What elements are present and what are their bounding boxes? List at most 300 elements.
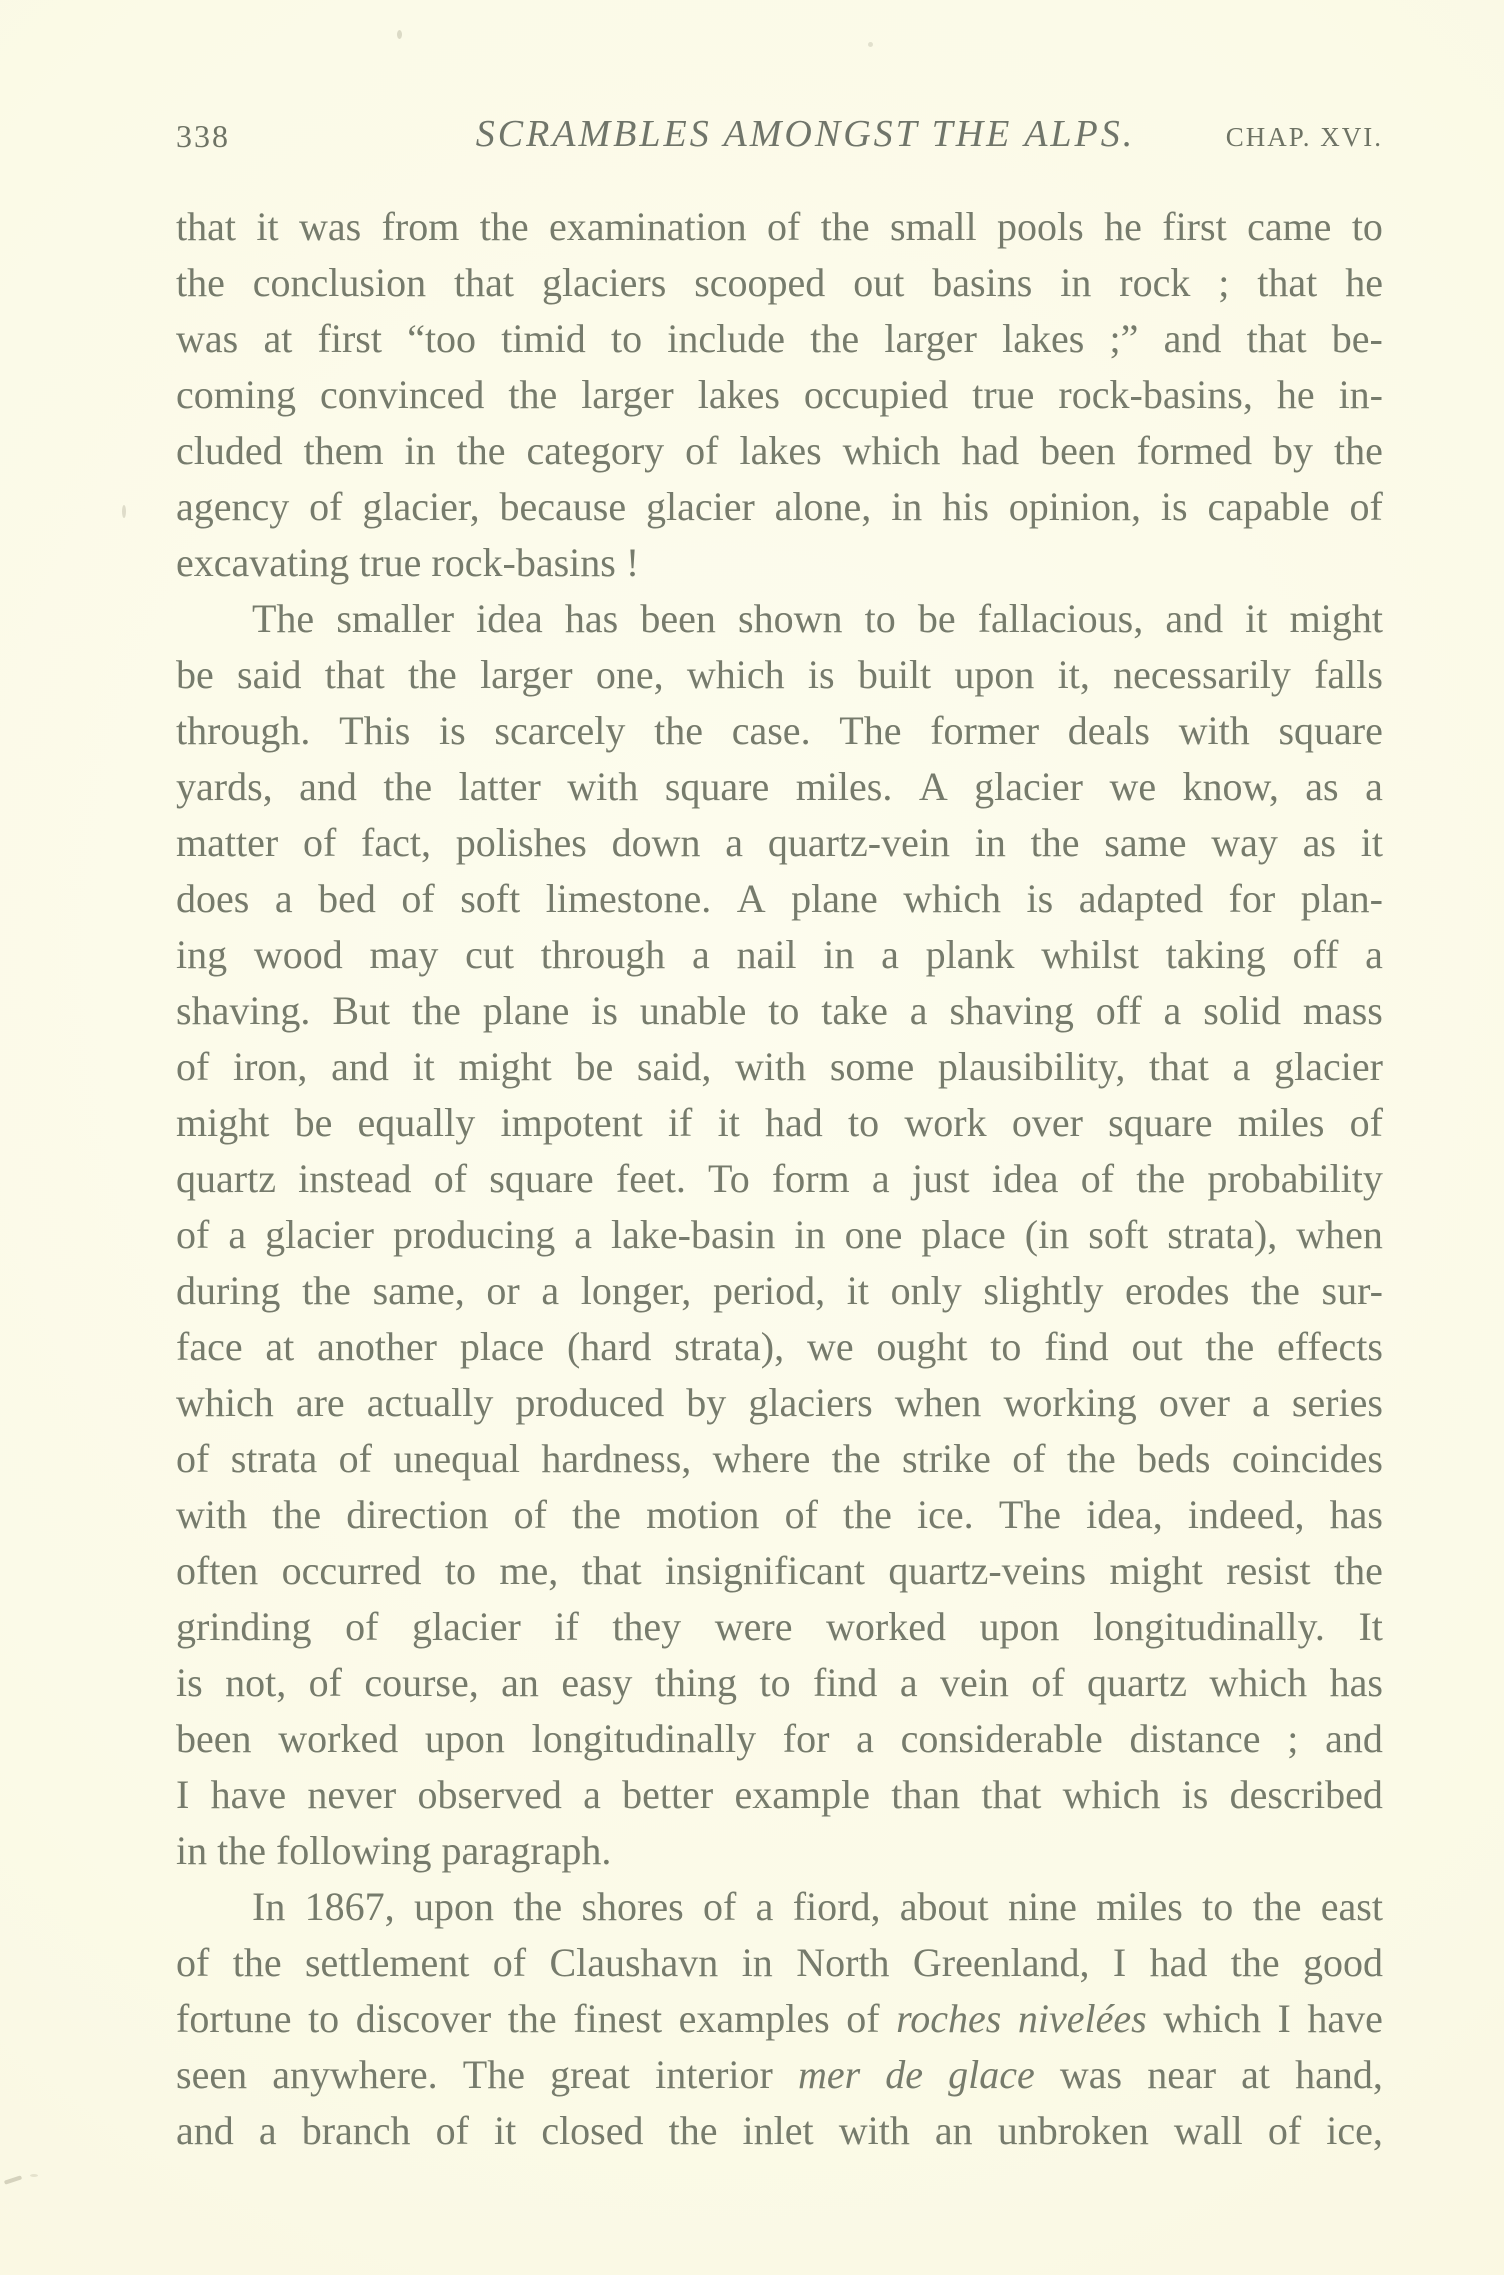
- word: only: [890, 1268, 962, 1313]
- word: east: [1320, 1884, 1383, 1929]
- word: in: [823, 932, 855, 977]
- word: matter: [176, 820, 279, 865]
- word: upon: [424, 1716, 505, 1761]
- text-line: [176, 479, 1383, 535]
- word: was: [176, 316, 239, 361]
- word: glacier: [1274, 1044, 1383, 1089]
- word: in: [404, 428, 436, 473]
- word: to: [610, 316, 643, 361]
- word: where: [712, 1436, 811, 1481]
- text-line: [176, 647, 1383, 703]
- word: often: [176, 1548, 259, 1593]
- text-line: [176, 759, 1383, 815]
- word: because: [499, 484, 627, 529]
- word: This: [339, 708, 411, 753]
- word: worked: [278, 1716, 399, 1761]
- word: to: [990, 1324, 1022, 1369]
- word: that: [324, 652, 385, 697]
- word: taking: [1165, 932, 1266, 977]
- word: with: [176, 1492, 248, 1537]
- word: is: [1160, 484, 1188, 529]
- word: idea: [476, 596, 543, 641]
- text-line: [176, 423, 1383, 479]
- word: which: [1062, 1772, 1161, 1817]
- word: nail: [736, 932, 797, 977]
- word: of: [309, 484, 343, 529]
- word: I: [1112, 1940, 1127, 1985]
- word: are: [295, 1380, 345, 1425]
- word: glaciers: [748, 1380, 873, 1425]
- word: solid: [1203, 988, 1281, 1033]
- word: falls: [1314, 652, 1383, 697]
- word: in: [741, 1940, 773, 1985]
- word: settlement: [304, 1940, 470, 1985]
- word: through: [540, 932, 666, 977]
- word: de: [885, 2052, 924, 2097]
- word: I: [1277, 1996, 1291, 2041]
- word: it: [1360, 820, 1383, 865]
- word: plausibility,: [937, 1044, 1126, 1089]
- word: with: [567, 764, 639, 809]
- word: it,: [1057, 652, 1090, 697]
- word: ;: [1287, 1716, 1299, 1761]
- word: wall: [1173, 2108, 1243, 2153]
- text-line: [176, 1319, 1383, 1375]
- word: is: [176, 1660, 203, 1705]
- word: over: [1158, 1380, 1230, 1425]
- word: square: [664, 764, 770, 809]
- word: the: [1334, 1548, 1383, 1593]
- word: of: [1080, 1156, 1115, 1201]
- word: as: [1305, 764, 1339, 809]
- word: shaving.: [176, 988, 311, 1033]
- word: and: [1163, 316, 1222, 361]
- word: with: [1178, 708, 1250, 753]
- text-line: [176, 367, 1383, 423]
- word: place: [459, 1324, 545, 1369]
- word: for: [1228, 876, 1276, 921]
- word: idea,: [1086, 1492, 1163, 1537]
- word: include: [667, 316, 786, 361]
- word: that: [454, 260, 515, 305]
- word: examination: [548, 204, 747, 249]
- word: been: [640, 596, 716, 641]
- word: may: [369, 932, 439, 977]
- word: plan-: [1300, 876, 1383, 921]
- word: anywhere.: [272, 2052, 438, 2097]
- word: at: [263, 316, 293, 361]
- word: he: [1104, 204, 1142, 249]
- word: miles: [1237, 1100, 1325, 1145]
- word: slightly: [983, 1268, 1104, 1313]
- word: convinced: [319, 372, 485, 417]
- word: category: [526, 428, 665, 473]
- word: actually: [366, 1380, 494, 1425]
- word: opinion,: [1008, 484, 1142, 529]
- word: of: [435, 2108, 469, 2153]
- scan-mark: [30, 2174, 38, 2177]
- word: a: [691, 932, 710, 977]
- word: in: [794, 1212, 826, 1257]
- word: a: [909, 988, 928, 1033]
- word: example: [734, 1772, 870, 1817]
- word: the: [302, 1268, 351, 1313]
- page-number: 338: [176, 118, 230, 154]
- word: that: [1149, 1044, 1209, 1089]
- text-line: [176, 1207, 1383, 1263]
- word: which: [1209, 1660, 1308, 1705]
- word: square: [1278, 708, 1383, 753]
- word: ;: [1218, 260, 1230, 305]
- word: seen: [176, 2052, 248, 2097]
- word: of: [1349, 1100, 1383, 1145]
- word: glaciers: [541, 260, 667, 305]
- word: agency: [176, 484, 290, 529]
- word: quartz: [1087, 1660, 1187, 1705]
- word: the: [1334, 428, 1383, 473]
- word: be: [176, 652, 214, 697]
- text-line: [176, 1039, 1383, 1095]
- word: a: [725, 820, 744, 865]
- word: of: [513, 1492, 547, 1537]
- word: interior: [655, 2052, 773, 2097]
- word: yards,: [176, 764, 273, 809]
- word: about: [899, 1884, 989, 1929]
- word: when: [1296, 1212, 1383, 1257]
- word: near: [1147, 2052, 1217, 2097]
- word: of: [433, 1156, 468, 1201]
- word: ice.: [917, 1492, 974, 1537]
- word: discover: [355, 1996, 492, 2041]
- word: to: [848, 1100, 880, 1145]
- word: coincides: [1231, 1436, 1383, 1481]
- word: by: [1273, 428, 1314, 473]
- word: beds: [1137, 1436, 1211, 1481]
- word: never: [307, 1772, 397, 1817]
- word: through.: [176, 708, 311, 753]
- word: a: [899, 1660, 918, 1705]
- word: to: [768, 988, 800, 1033]
- word: rock-basins,: [1058, 372, 1253, 417]
- word: which: [1163, 1996, 1261, 2041]
- word: strike: [901, 1436, 991, 1481]
- word: capable: [1207, 484, 1330, 529]
- scan-speck: [397, 30, 402, 39]
- word: be: [294, 1100, 333, 1145]
- word: of: [702, 1884, 737, 1929]
- word: to: [1351, 204, 1383, 249]
- word: lake-basin: [611, 1212, 776, 1257]
- word: of: [176, 1044, 210, 1089]
- word: glacier,: [362, 484, 480, 529]
- page-header: [176, 112, 1383, 158]
- word: larger: [884, 316, 977, 361]
- word: case.: [731, 708, 811, 753]
- word: of: [176, 1212, 210, 1257]
- word: To: [708, 1156, 750, 1201]
- word: of: [1031, 1660, 1065, 1705]
- word: fallacious,: [977, 596, 1144, 641]
- word: Claushavn: [549, 1940, 719, 1985]
- word: of: [176, 1940, 210, 1985]
- word: been: [1040, 428, 1116, 473]
- text-line: [176, 703, 1383, 759]
- word: vein: [940, 1660, 1009, 1705]
- word: strata),: [674, 1324, 785, 1369]
- word: resist: [1226, 1548, 1311, 1593]
- word: larger: [480, 652, 573, 697]
- word: same,: [372, 1268, 465, 1313]
- word: (in: [1024, 1212, 1070, 1257]
- text-line: [176, 1991, 1383, 2047]
- word: producing: [393, 1212, 556, 1257]
- word: the: [1252, 1884, 1302, 1929]
- word: adapted: [1078, 876, 1204, 921]
- word: miles.: [795, 764, 893, 809]
- text-segment: excavating true rock-basins !: [176, 540, 640, 585]
- word: probability: [1207, 1156, 1383, 1201]
- word: limestone.: [545, 876, 712, 921]
- word: unable: [639, 988, 747, 1033]
- word: deals: [1067, 708, 1150, 753]
- word: is: [1026, 876, 1054, 921]
- word: as: [1302, 820, 1336, 865]
- text-line: [176, 1767, 1383, 1823]
- word: North: [796, 1940, 890, 1985]
- word: A: [918, 764, 948, 809]
- scan-speck: [868, 42, 873, 47]
- word: unequal: [393, 1436, 520, 1481]
- word: nine: [1007, 1884, 1077, 1929]
- word: necessarily: [1113, 652, 1291, 697]
- word: ice,: [1326, 2108, 1383, 2153]
- word: a: [583, 1772, 601, 1817]
- word: upon: [954, 652, 1035, 697]
- word: glacier: [265, 1212, 374, 1257]
- word: quartz: [176, 1156, 276, 1201]
- word: that: [581, 1548, 642, 1593]
- word: at: [1241, 2052, 1271, 2097]
- word: if: [554, 1604, 579, 1649]
- text-line: [176, 1655, 1383, 1711]
- word: was: [298, 204, 362, 249]
- word: the: [176, 260, 225, 305]
- word: upon: [413, 1884, 494, 1929]
- text-line: [176, 1879, 1383, 1935]
- word: of: [1349, 484, 1383, 529]
- word: “too: [407, 316, 477, 361]
- word: glace: [948, 2052, 1035, 2097]
- text-line: [176, 1375, 1383, 1431]
- word: to: [759, 1660, 791, 1705]
- word: he: [1345, 260, 1383, 305]
- word: of: [302, 820, 337, 865]
- word: which: [176, 1380, 274, 1425]
- word: way: [1211, 820, 1278, 865]
- word: The: [252, 596, 315, 641]
- word: of: [846, 1996, 880, 2041]
- word: effects: [1277, 1324, 1383, 1369]
- word: know,: [1182, 764, 1279, 809]
- word: formed: [1136, 428, 1253, 473]
- word: have: [1307, 1996, 1383, 2041]
- word: might: [1109, 1548, 1203, 1593]
- word: alone,: [774, 484, 872, 529]
- word: quartz-veins: [888, 1548, 1087, 1593]
- word: worked: [826, 1604, 946, 1649]
- word: of: [767, 204, 801, 249]
- word: just: [911, 1156, 970, 1201]
- word: branch: [301, 2108, 411, 2153]
- word: when: [894, 1380, 982, 1425]
- word: to: [1202, 1884, 1234, 1929]
- word: plank: [925, 932, 1015, 977]
- word: smaller: [336, 596, 455, 641]
- word: glacier: [974, 764, 1083, 809]
- word: some: [829, 1044, 915, 1089]
- word: at: [265, 1324, 295, 1369]
- word: larger: [581, 372, 674, 417]
- text-line: [176, 2103, 1383, 2159]
- text-line: [176, 1543, 1383, 1599]
- word: longitudinally: [531, 1716, 757, 1761]
- word: it: [717, 1100, 740, 1145]
- word: grinding: [176, 1604, 312, 1649]
- word: that: [1246, 316, 1307, 361]
- word: the: [843, 1492, 892, 1537]
- word: plane: [482, 988, 570, 1033]
- word: is: [1181, 1772, 1209, 1817]
- word: produced: [515, 1380, 665, 1425]
- word: the: [1136, 1156, 1186, 1201]
- word: ;”: [1109, 316, 1139, 361]
- word: examples: [678, 1996, 830, 2041]
- word: might: [176, 1100, 270, 1145]
- word: a: [881, 932, 899, 977]
- text-line: [176, 927, 1383, 983]
- word: bed: [318, 876, 376, 921]
- text-line: [176, 1151, 1383, 1207]
- paragraph: [176, 1879, 1383, 2159]
- text-line: [176, 815, 1383, 871]
- word: and: [176, 2108, 234, 2153]
- word: square: [1108, 1100, 1213, 1145]
- word: off: [1292, 932, 1339, 977]
- word: a: [856, 1716, 874, 1761]
- word: were: [714, 1604, 793, 1649]
- word: find: [1044, 1324, 1109, 1369]
- word: the: [654, 708, 704, 753]
- word: longitudinally.: [1093, 1604, 1325, 1649]
- word: with: [735, 1044, 807, 1089]
- word: the: [831, 1436, 881, 1481]
- word: is: [591, 988, 618, 1033]
- word: sur-: [1321, 1268, 1383, 1313]
- text-line: [176, 1431, 1383, 1487]
- word: the: [232, 1940, 282, 1985]
- word: hand,: [1295, 2052, 1383, 2097]
- word: strata),: [1167, 1212, 1278, 1257]
- word: face: [176, 1324, 243, 1369]
- word: which: [842, 428, 941, 473]
- word: in: [974, 820, 1006, 865]
- word: upon: [979, 1604, 1060, 1649]
- word: considerable: [900, 1716, 1103, 1761]
- text-line: [176, 1487, 1383, 1543]
- word: it: [846, 1268, 869, 1313]
- word: ought: [876, 1324, 968, 1369]
- word: basins: [932, 260, 1033, 305]
- word: latter: [458, 764, 541, 809]
- word: indeed,: [1187, 1492, 1305, 1537]
- word: of: [685, 428, 719, 473]
- word: observed: [417, 1772, 562, 1817]
- text-line: [176, 1095, 1383, 1151]
- word: described: [1229, 1772, 1383, 1817]
- word: It: [1358, 1604, 1383, 1649]
- word: the: [479, 204, 529, 249]
- word: roches: [896, 1996, 1002, 2041]
- word: (hard: [566, 1324, 652, 1369]
- word: In: [252, 1884, 286, 1929]
- word: one: [844, 1212, 903, 1257]
- word: the: [1230, 1940, 1280, 1985]
- word: of: [176, 1436, 210, 1481]
- word: the: [1030, 820, 1080, 865]
- word: lakes: [697, 372, 780, 417]
- text-line: [176, 311, 1383, 367]
- paragraph: [176, 591, 1383, 1879]
- word: of: [401, 876, 435, 921]
- word: of: [338, 1436, 372, 1481]
- word: a: [1163, 988, 1182, 1033]
- word: A: [736, 876, 766, 921]
- text-block: [176, 199, 1383, 2159]
- word: fiord,: [792, 1884, 881, 1929]
- word: to: [308, 1996, 340, 2041]
- word: we: [806, 1324, 854, 1369]
- word: to: [444, 1548, 476, 1593]
- word: has: [564, 596, 619, 641]
- text-line: [176, 255, 1383, 311]
- word: which: [686, 652, 785, 697]
- word: plane: [791, 876, 878, 921]
- word: quartz-vein: [767, 820, 950, 865]
- word: it: [494, 2108, 517, 2153]
- word: the: [513, 1884, 563, 1929]
- word: a: [258, 2108, 277, 2153]
- word: timid: [501, 316, 586, 361]
- word: scarcely: [494, 708, 626, 753]
- word: might: [1289, 596, 1383, 641]
- word: find: [813, 1660, 878, 1705]
- word: from: [381, 204, 460, 249]
- word: occurred: [281, 1548, 422, 1593]
- word: in: [1060, 260, 1092, 305]
- word: built: [857, 652, 932, 697]
- word: nivelées: [1017, 1996, 1147, 2041]
- text-line: [176, 2047, 1383, 2103]
- word: and: [299, 764, 357, 809]
- text-line: [176, 199, 1383, 255]
- word: that: [176, 204, 236, 249]
- word: that: [1257, 260, 1318, 305]
- word: polishes: [455, 820, 587, 865]
- word: a: [541, 1268, 560, 1313]
- word: during: [176, 1268, 281, 1313]
- word: impotent: [500, 1100, 643, 1145]
- word: a: [1232, 1044, 1251, 1089]
